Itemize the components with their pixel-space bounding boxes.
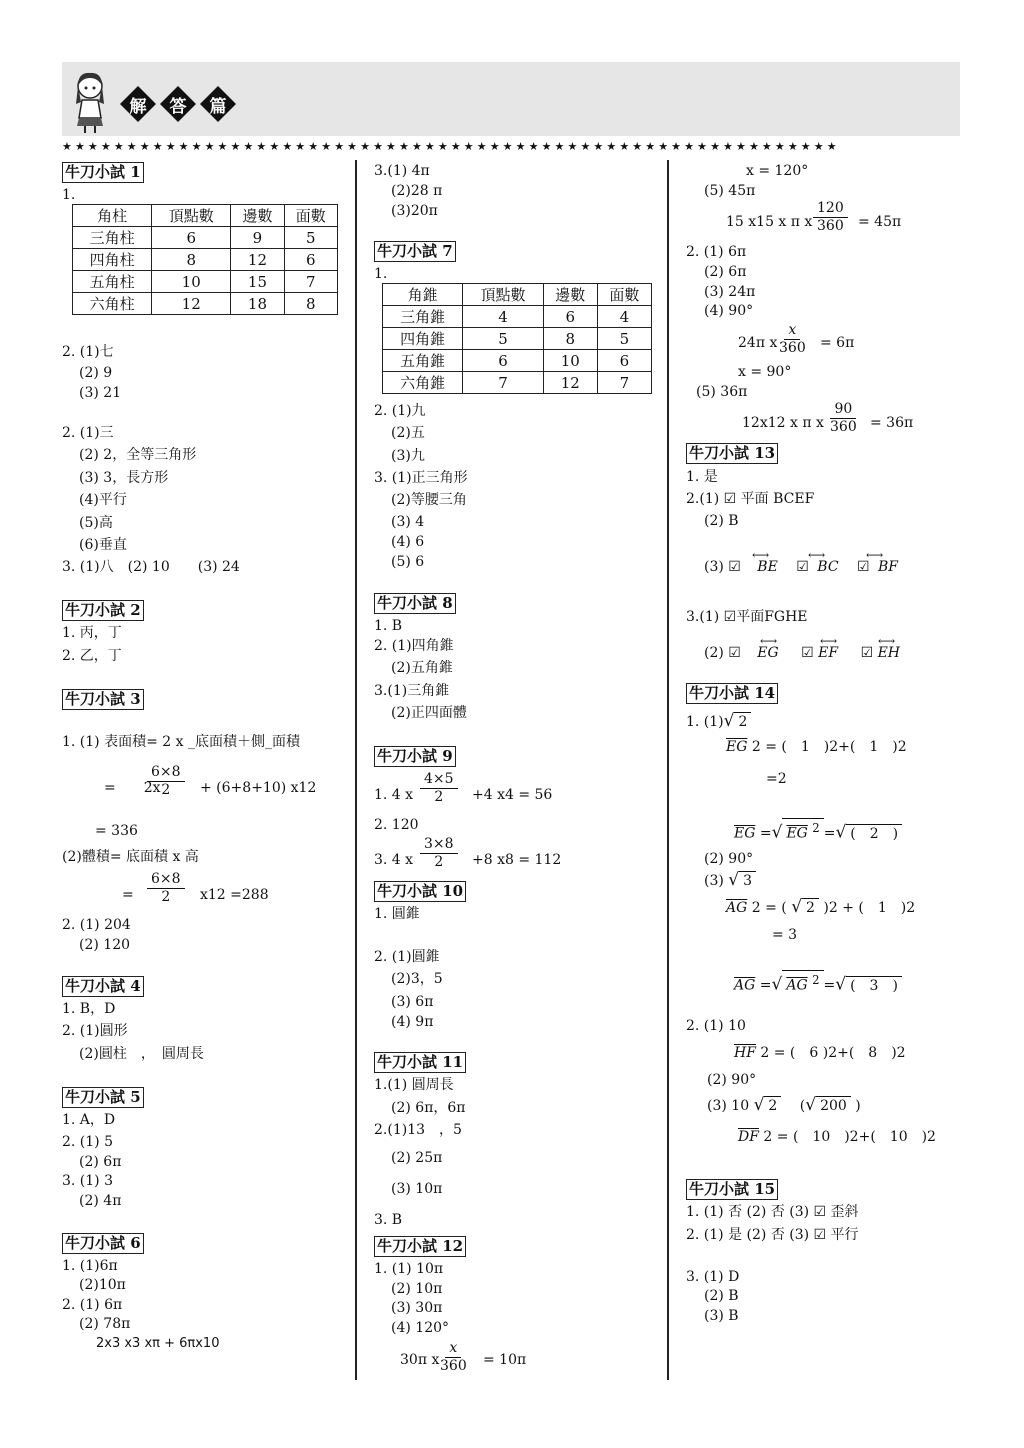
line-arrow-icon: ⟷ xyxy=(866,548,884,562)
sqrt-icon: √ xyxy=(723,711,735,731)
answer-line: (3) 4 xyxy=(391,514,425,530)
answer-line: x12 =288 xyxy=(200,887,269,903)
radicand: 200 xyxy=(816,1096,851,1115)
answer-line: 1. B xyxy=(374,618,403,634)
answer-line: 1. xyxy=(62,187,76,203)
answer-line: (2) B xyxy=(704,1288,739,1304)
table-cell: 7 xyxy=(463,372,543,394)
table-cell: 5 xyxy=(463,328,543,350)
fraction xyxy=(420,771,458,806)
answer-line: (5) 6 xyxy=(391,554,425,570)
answer-line: (2)等腰三角 xyxy=(391,492,467,508)
table-cell: 10 xyxy=(152,271,231,293)
answer-line: (4) 90° xyxy=(704,303,754,319)
answer-line xyxy=(704,871,756,890)
pyramid-table xyxy=(382,283,652,394)
table-cell: 三角柱 xyxy=(73,227,152,249)
column-divider xyxy=(667,160,669,1380)
check-mark: ☑ xyxy=(801,645,814,661)
title-char-1: 解 xyxy=(129,96,147,117)
answer-line xyxy=(734,818,902,843)
answer-line: = 6π xyxy=(820,335,855,351)
answer-line: (2) B xyxy=(704,513,739,529)
line-arrow-icon: ⟷ xyxy=(878,634,896,648)
fraction-numerator: 4×5 xyxy=(420,771,458,789)
answer-line: = 336 xyxy=(95,823,138,839)
line-symbol: BF xyxy=(878,559,899,575)
table-header: 面數 xyxy=(284,205,337,227)
answer-line: 2. (1)圓錐 xyxy=(374,949,440,965)
answer-line: 15 x15 x π x xyxy=(726,214,813,230)
sqrt-icon: √ xyxy=(771,822,783,843)
line-arrow-icon: ⟷ xyxy=(760,634,778,648)
answer-line: 1. 4 x xyxy=(374,787,414,803)
table-header: 角柱 xyxy=(73,205,152,227)
answer-line xyxy=(734,970,902,995)
table-cell: 6 xyxy=(284,249,337,271)
section-title: 牛刀小試 2 xyxy=(62,600,144,621)
table-cell: 6 xyxy=(463,350,543,372)
radicand: ( 2 ) xyxy=(846,824,902,843)
answer-line: (5)高 xyxy=(79,515,113,531)
check-mark: ☑ xyxy=(857,559,870,575)
answer-line: (4)平行 xyxy=(79,492,127,508)
answer-line: (4) 9π xyxy=(391,1014,434,1030)
answer-line xyxy=(726,738,907,756)
fraction-denominator: 360 xyxy=(817,218,844,234)
section-title: 牛刀小試 15 xyxy=(686,1179,778,1200)
section-title: 牛刀小試 12 xyxy=(374,1236,466,1257)
answer-label: (3) xyxy=(704,873,724,889)
fraction xyxy=(147,764,185,799)
answer-line: (2) 6π xyxy=(704,264,747,280)
segment-symbol: $\overline{DF}$ xyxy=(738,1129,759,1145)
answer-line: (6)垂直 xyxy=(79,537,127,553)
table-cell: 8 xyxy=(543,328,597,350)
answer-line: 2. 乙，丁 xyxy=(62,648,122,664)
table-cell: 12 xyxy=(152,293,231,315)
fraction-numerator: x xyxy=(445,1340,461,1358)
sqrt-icon: √ xyxy=(835,822,847,843)
table-cell: 6 xyxy=(597,350,651,372)
line-symbol: EH xyxy=(877,645,901,661)
radicand: ( 3 ) xyxy=(846,976,902,995)
answer-line: (3) 10π xyxy=(391,1181,443,1197)
answer-line: = 36π xyxy=(870,415,914,431)
equation-text: 2 = ( xyxy=(751,900,787,916)
answer-line: (2) 2，全等三角形 xyxy=(79,447,197,463)
radicand-group xyxy=(782,970,823,995)
fraction xyxy=(813,200,848,235)
answer-line: 2. (1)三 xyxy=(62,425,114,441)
answer-line xyxy=(738,1128,936,1146)
section-title: 牛刀小試 9 xyxy=(374,746,456,767)
table-cell: 9 xyxy=(231,227,284,249)
table-header: 頂點數 xyxy=(152,205,231,227)
section-title: 牛刀小試 14 xyxy=(686,683,778,704)
exponent: 2 xyxy=(812,821,820,835)
answer-line: 3. (1)八 (2) 10 (3) 24 xyxy=(62,559,240,575)
answer-line xyxy=(726,898,915,917)
answer-line: (2) 4π xyxy=(79,1193,122,1209)
answer-line: 2. (1) 10 xyxy=(686,1018,746,1034)
radicand: 2 xyxy=(734,712,751,731)
section-title: 牛刀小試 7 xyxy=(374,241,456,262)
segment-symbol: $\overline{EG}$ xyxy=(734,825,756,842)
check-mark: (3) ☑ xyxy=(704,559,741,575)
section-title: 牛刀小試 3 xyxy=(62,689,144,710)
table-cell: 10 xyxy=(543,350,597,372)
answer-line: 1. (1) 否 (2) 否 (3) ☑ 歪斜 xyxy=(686,1204,859,1220)
answer-line: x = 90° xyxy=(738,364,792,380)
answer-line: = 10π xyxy=(483,1352,527,1368)
radicand: 2 xyxy=(802,898,819,917)
check-mark: ☑ xyxy=(796,559,809,575)
table-cell: 三角錐 xyxy=(383,306,463,328)
line-arrow-icon: ⟷ xyxy=(752,548,770,562)
line-symbol: BC xyxy=(817,559,839,575)
fraction-numerator: 6×8 xyxy=(147,764,185,782)
fraction xyxy=(826,401,861,436)
answer-line: 3. (1) D xyxy=(686,1269,740,1285)
answer-line: 1. 圓錐 xyxy=(374,906,420,922)
answer-line: 3. 4 x xyxy=(374,852,414,868)
segment-symbol: EG xyxy=(786,825,808,842)
answer-line: 3. B xyxy=(374,1212,403,1228)
answer-line: 1.(1) 圓周長 xyxy=(374,1077,454,1093)
table-cell: 8 xyxy=(284,293,337,315)
answer-line: 2.(1)13 ，5 xyxy=(374,1122,462,1138)
answer-label: 1. (1) xyxy=(686,714,724,730)
answer-line xyxy=(686,712,751,731)
answer-line: 2x3 x3 xπ + 6πx10 xyxy=(96,1336,220,1351)
answer-line: 1. A，D xyxy=(62,1112,116,1128)
fraction-denominator: 360 xyxy=(440,1358,467,1374)
answer-line: (4) 6 xyxy=(391,534,425,550)
answer-line: 2. (1)四角錐 xyxy=(374,638,454,654)
fraction-numerator: 6×8 xyxy=(147,871,185,889)
table-cell: 7 xyxy=(284,271,337,293)
answer-line: = xyxy=(122,887,134,903)
answer-line xyxy=(704,644,900,662)
answer-line: 2. (1) 204 xyxy=(62,917,131,933)
equation-text: = xyxy=(759,977,772,994)
answer-line: 24π x xyxy=(738,335,778,351)
equation-text: = xyxy=(823,977,836,994)
section-title: 牛刀小試 8 xyxy=(374,593,456,614)
line-arrow-icon: ⟷ xyxy=(820,634,838,648)
fraction-numerator: x xyxy=(784,322,800,340)
equation-text: ) xyxy=(855,1098,861,1114)
radicand-group xyxy=(782,818,823,843)
column-divider xyxy=(355,160,357,1380)
section-title: 牛刀小試 4 xyxy=(62,976,144,997)
table-cell: 7 xyxy=(597,372,651,394)
table-cell: 15 xyxy=(231,271,284,293)
fraction xyxy=(147,871,185,906)
answer-line: 1. xyxy=(374,266,388,282)
answer-line: (2) 90° xyxy=(707,1072,757,1088)
equation-text: ( xyxy=(799,1098,806,1114)
answer-line: 2. (1)七 xyxy=(62,344,114,360)
fraction xyxy=(775,322,810,357)
answer-line: (2)28 π xyxy=(391,183,443,199)
answer-line: + (6+8+10) x12 xyxy=(200,780,317,796)
title-badge xyxy=(200,86,236,122)
sqrt-icon: √ xyxy=(805,1095,817,1115)
answer-line: = 45π xyxy=(858,214,902,230)
equation-text: )2 + ( 1 )2 xyxy=(823,900,916,916)
exponent: 2 xyxy=(812,973,820,987)
table-cell: 6 xyxy=(543,306,597,328)
section-title: 牛刀小試 6 xyxy=(62,1233,144,1254)
answer-line: 30π x xyxy=(400,1352,440,1368)
table-cell: 四角錐 xyxy=(383,328,463,350)
title-char-3: 篇 xyxy=(209,96,227,117)
answer-line: 1. B，D xyxy=(62,1001,116,1017)
line-symbol: EG xyxy=(757,645,779,661)
line-arrow-icon: ⟷ xyxy=(808,548,826,562)
table-cell: 4 xyxy=(597,306,651,328)
line-symbol: BE xyxy=(757,559,778,575)
segment-symbol: $\overline{EG}$ xyxy=(726,739,748,755)
answer-line: (3)九 xyxy=(391,448,425,464)
equation-text: 2 = ( 10 )2+( 10 )2 xyxy=(763,1129,936,1145)
answer-line: (2) 6π xyxy=(79,1154,122,1170)
answer-line: (3) 21 xyxy=(79,385,122,401)
answer-line: = 2x xyxy=(104,780,161,796)
section-title: 牛刀小試 1 xyxy=(62,162,144,183)
prism-table xyxy=(72,204,338,315)
section-title: 牛刀小試 11 xyxy=(374,1052,466,1073)
answer-line: 2. (1) 5 xyxy=(62,1134,113,1150)
answer-line: 1. (1)6π xyxy=(62,1258,118,1274)
answer-line: (2)五角錐 xyxy=(391,660,453,676)
sqrt-icon: √ xyxy=(728,870,740,890)
fraction-denominator: 2 xyxy=(161,782,171,798)
girl-mascot-icon xyxy=(70,70,110,134)
fraction-numerator: 90 xyxy=(830,401,856,419)
answer-line: (2) 78π xyxy=(79,1316,131,1332)
answer-line: 12x12 x π x xyxy=(742,415,824,431)
answer-line: (3) B xyxy=(704,1308,739,1324)
answer-line xyxy=(734,1044,906,1062)
answer-line: (5) 36π xyxy=(696,384,748,400)
answer-line: 2. (1) 6π xyxy=(686,244,747,260)
answer-line: 3. (1)正三角形 xyxy=(374,470,468,486)
answer-line: =2 xyxy=(766,771,787,787)
answer-line: 1. (1) 表面積= 2 x _底面積＋側_面積 xyxy=(62,734,300,750)
fraction-denominator: 2 xyxy=(434,854,444,870)
table-header: 邊數 xyxy=(231,205,284,227)
check-mark: (2) ☑ xyxy=(704,645,741,661)
fraction-denominator: 2 xyxy=(434,789,444,805)
answer-line: 2.(1) ☑ 平面 BCEF xyxy=(686,491,815,507)
radicand: 3 xyxy=(739,871,756,890)
sqrt-icon: √ xyxy=(753,1095,765,1115)
answer-line: 1. (1) 10π xyxy=(374,1261,444,1277)
check-mark: ☑ xyxy=(860,645,874,661)
answer-line: (2) 9 xyxy=(79,365,113,381)
radicand: 2 xyxy=(764,1096,781,1115)
table-cell: 六角錐 xyxy=(383,372,463,394)
section-title: 牛刀小試 5 xyxy=(62,1087,144,1108)
table-cell: 5 xyxy=(284,227,337,249)
answer-line: 2. (1)九 xyxy=(374,403,426,419)
answer-line: (2) 25π xyxy=(391,1150,443,1166)
fraction-denominator: 360 xyxy=(779,340,806,356)
answer-line: x = 120° xyxy=(746,163,809,179)
answer-line: +4 x4 = 56 xyxy=(472,787,553,803)
title-badge xyxy=(160,86,196,122)
table-header: 邊數 xyxy=(543,284,597,306)
equation-text: = xyxy=(759,825,772,842)
table-cell: 12 xyxy=(231,249,284,271)
table-cell: 六角柱 xyxy=(73,293,152,315)
segment-symbol: AG xyxy=(786,977,808,994)
fraction xyxy=(436,1340,471,1375)
answer-line: (3) 3，長方形 xyxy=(79,470,169,486)
equation-text: = xyxy=(823,825,836,842)
answer-line: 3.(1) ☑平面FGHE xyxy=(686,609,808,625)
fraction-denominator: 360 xyxy=(830,419,857,435)
table-cell: 8 xyxy=(152,249,231,271)
answer-title xyxy=(120,86,236,122)
sqrt-icon: √ xyxy=(791,897,803,917)
answer-line: (3) 24π xyxy=(704,284,756,300)
table-cell: 五角錐 xyxy=(383,350,463,372)
answer-line xyxy=(707,1096,861,1115)
answer-line: (2) 6π，6π xyxy=(391,1100,466,1116)
table-cell: 4 xyxy=(463,306,543,328)
answer-line: (3)20π xyxy=(391,203,438,219)
answer-line: 2. 120 xyxy=(374,817,419,833)
answer-label: (3) 10 xyxy=(707,1098,750,1114)
title-badge xyxy=(120,86,156,122)
answer-line: (2)五 xyxy=(391,425,425,441)
star-divider: ★★★★★★★★★★★★★★★★★★★★★★★★★★★★★★★★★★★★★★★★★★★★★★★★★★★★★★★★★★★★ xyxy=(62,140,840,152)
table-header: 面數 xyxy=(597,284,651,306)
answer-line: (2) 120 xyxy=(79,937,131,953)
fraction-numerator: 120 xyxy=(813,200,848,218)
table-cell: 5 xyxy=(597,328,651,350)
segment-symbol: $\overline{AG}$ xyxy=(734,977,756,994)
answer-line: 3.(1)三角錐 xyxy=(374,683,450,699)
sqrt-icon: √ xyxy=(771,974,783,995)
table-cell: 12 xyxy=(543,372,597,394)
answer-line: 1. 丙，丁 xyxy=(62,625,122,641)
sqrt-icon: √ xyxy=(835,974,847,995)
equation-text: 2 = ( 1 )2+( 1 )2 xyxy=(751,739,907,755)
answer-line: 2. (1) 是 (2) 否 (3) ☑ 平行 xyxy=(686,1227,859,1243)
fraction-denominator: 2 xyxy=(161,889,171,905)
answer-line: 3. (1) 3 xyxy=(62,1173,113,1189)
answer-line: (2)圓柱 ， 圓周長 xyxy=(79,1046,204,1062)
segment-symbol: $\overline{AG}$ xyxy=(726,900,748,916)
answer-line: 1. 是 xyxy=(686,469,718,485)
segment-symbol: $\overline{HF}$ xyxy=(734,1045,756,1061)
section-title: 牛刀小試 13 xyxy=(686,443,778,464)
answer-line: (2)體積= 底面積 x 高 xyxy=(62,849,199,865)
fraction-numerator: 3×8 xyxy=(420,836,458,854)
table-header: 角錐 xyxy=(383,284,463,306)
answer-line: (2)3，5 xyxy=(391,971,443,987)
equation-text: 2 = ( 6 )2+( 8 )2 xyxy=(760,1045,906,1061)
table-cell: 五角柱 xyxy=(73,271,152,293)
fraction xyxy=(420,836,458,871)
section-title: 牛刀小試 10 xyxy=(374,881,466,902)
answer-line: = 3 xyxy=(772,927,798,943)
line-symbol: EF xyxy=(818,645,839,661)
answer-line: (3) 6π xyxy=(391,994,434,1010)
table-header: 頂點數 xyxy=(463,284,543,306)
answer-line: 2. (1)圓形 xyxy=(62,1023,128,1039)
answer-line: (3) 30π xyxy=(391,1300,443,1316)
table-cell: 18 xyxy=(231,293,284,315)
answer-line: (5) 45π xyxy=(704,183,756,199)
answer-line: (4) 120° xyxy=(391,1320,450,1336)
table-cell: 6 xyxy=(152,227,231,249)
answer-line: (2)10π xyxy=(79,1277,126,1293)
answer-line: (2)正四面體 xyxy=(391,705,467,721)
answer-line: 2. (1) 6π xyxy=(62,1297,123,1313)
answer-line: +8 x8 = 112 xyxy=(472,852,562,868)
answer-line: 3.(1) 4π xyxy=(374,163,430,179)
answer-line: (2) 10π xyxy=(391,1281,443,1297)
title-char-2: 答 xyxy=(169,96,187,117)
table-cell: 四角柱 xyxy=(73,249,152,271)
answer-line: (2) 90° xyxy=(704,851,754,867)
